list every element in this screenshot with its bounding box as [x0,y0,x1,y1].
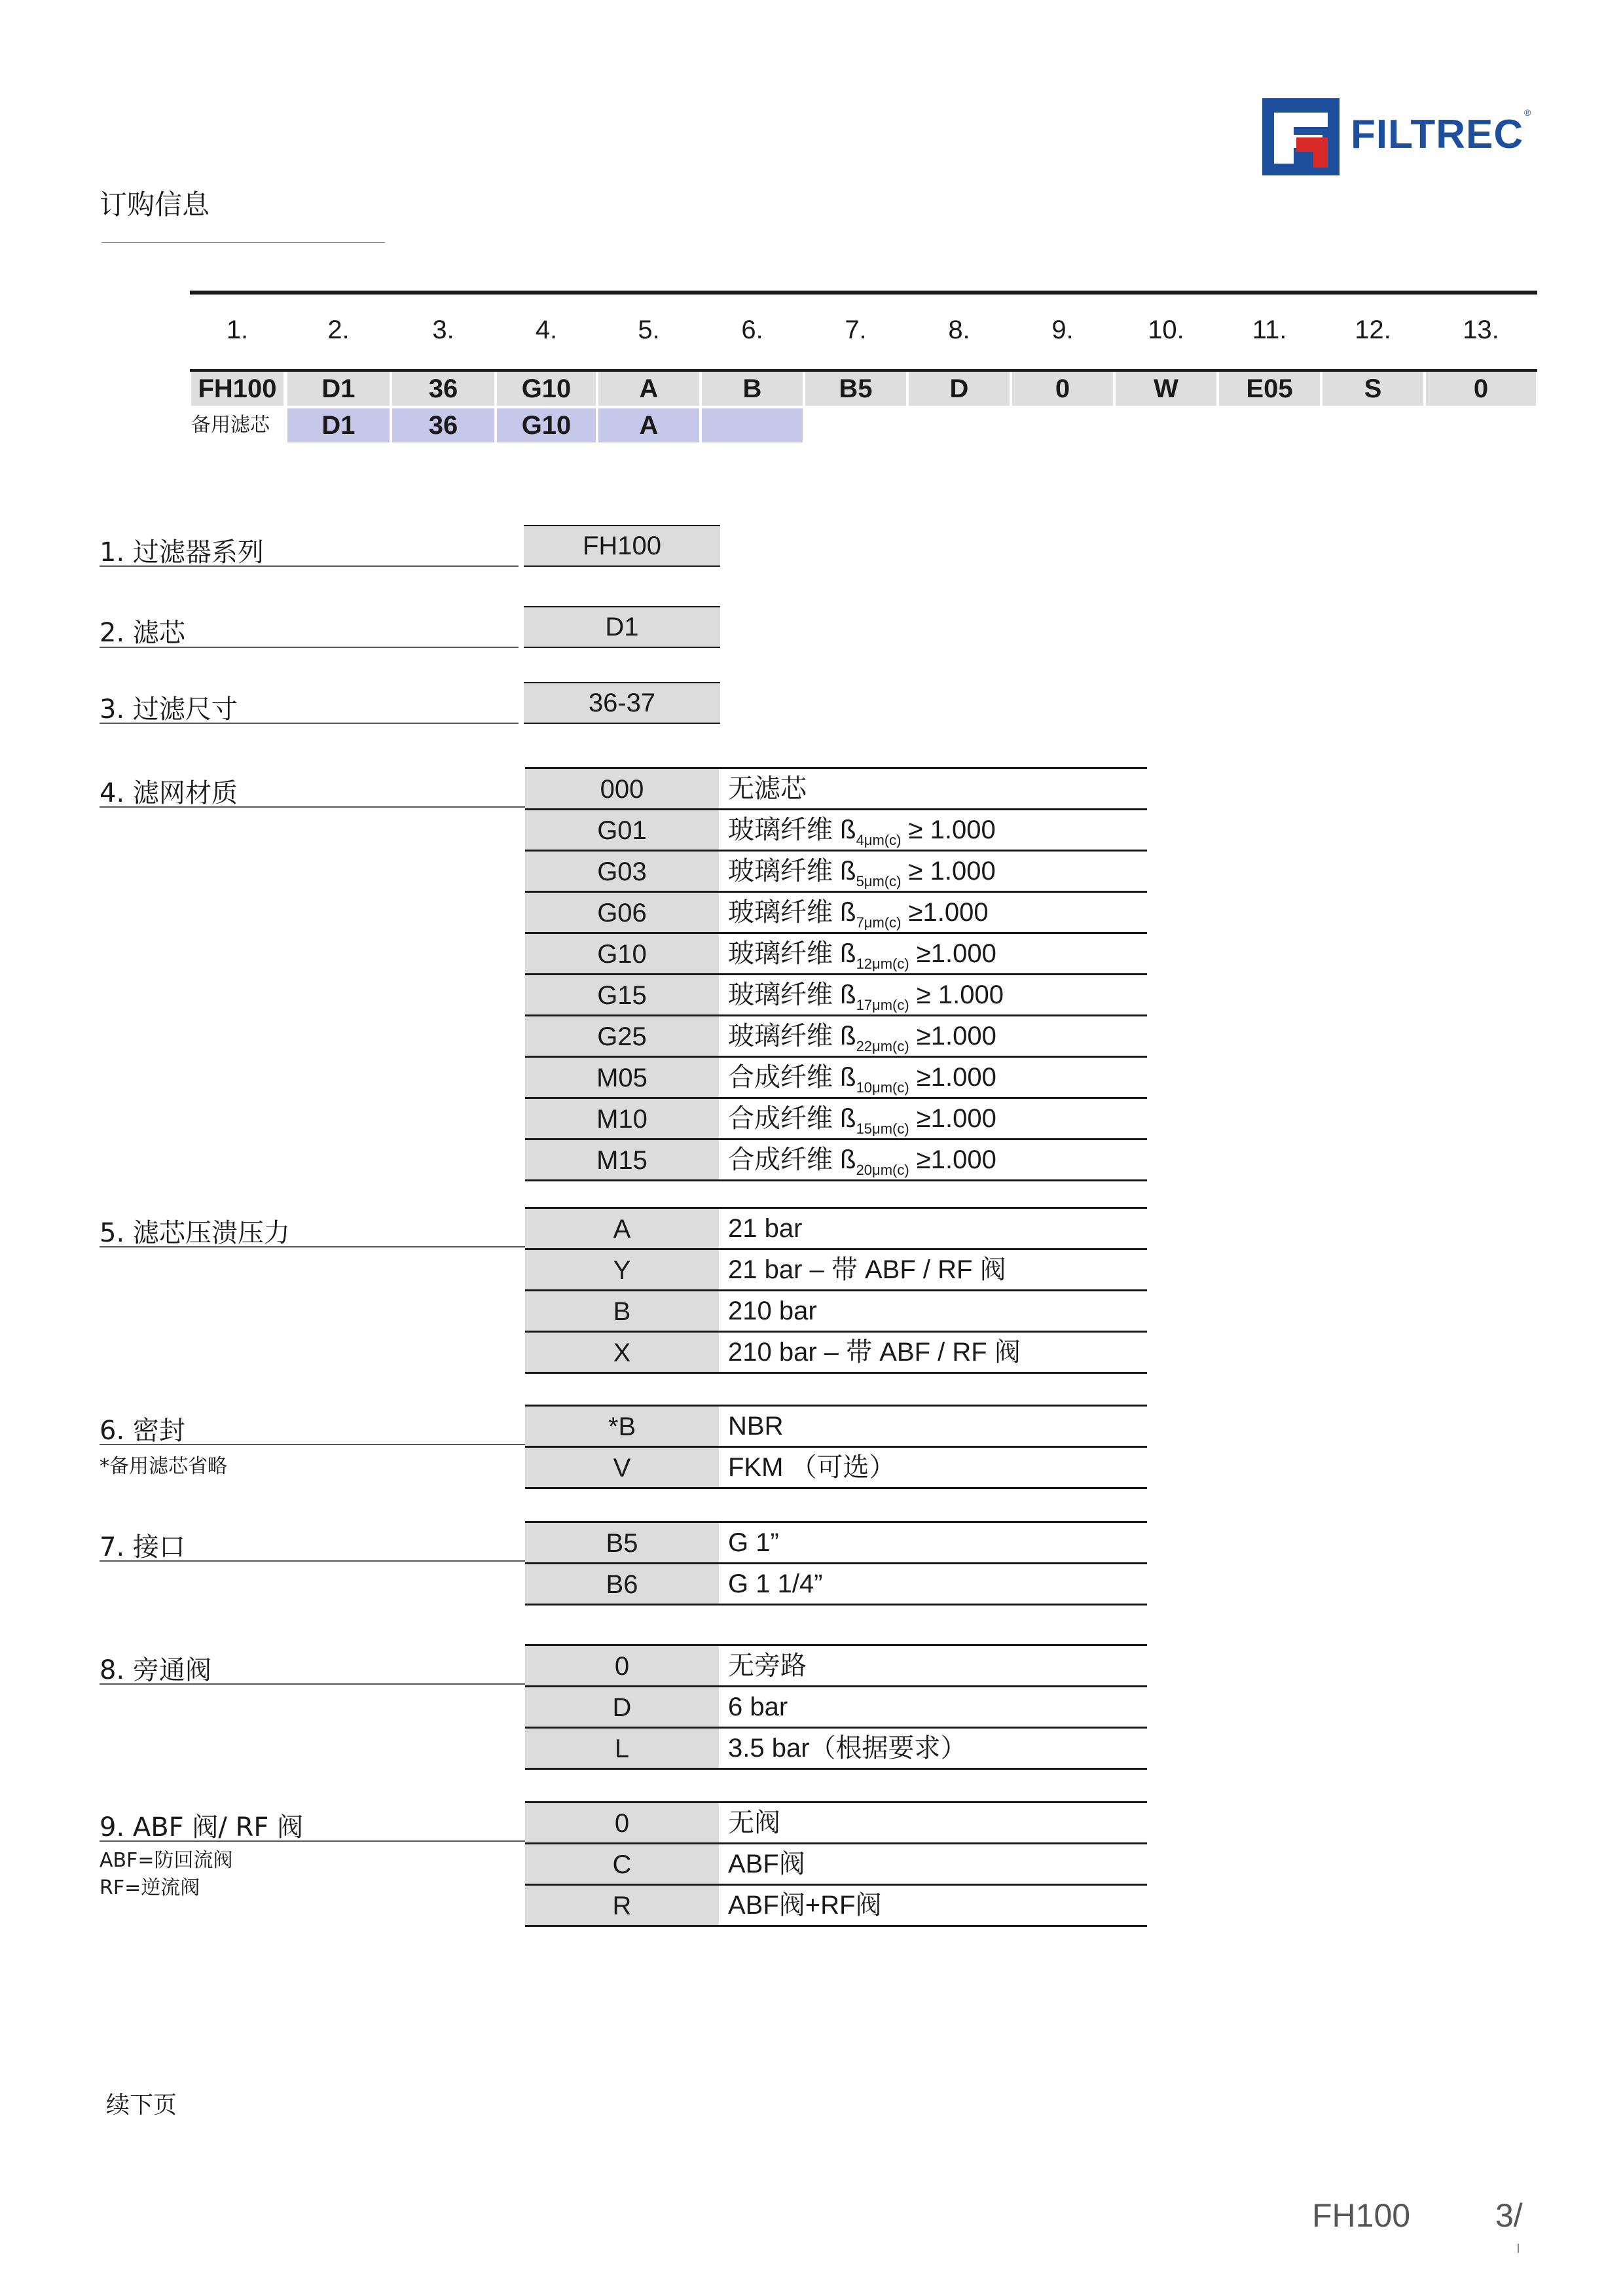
option-description [728,1058,996,1097]
filter-material: 合成纤维 [728,1145,833,1174]
code-position-4: 4. [535,315,558,344]
code-example-cell-10: W [1116,372,1216,406]
option-code: *B [525,1407,719,1446]
option-row [525,1801,1147,1842]
option-description [728,1140,996,1179]
option-code: G10 [525,934,719,973]
option-code: X [525,1333,719,1372]
filter-material: 玻璃纤维 [728,898,833,927]
section-6-note: *备用滤芯省略 [100,1455,227,1478]
option-row [525,1562,1147,1605]
section-2-label: 2. 滤芯 [100,618,185,648]
section-9-rule [100,1840,525,1842]
filter-material: 玻璃纤维 [728,1022,833,1050]
option-description: 无滤芯 [728,774,807,803]
beta-rating: ≥1.000 [916,1145,996,1174]
section-8-rule [100,1683,525,1685]
option-description [728,1099,996,1138]
option-row [525,1248,1147,1289]
section-9-note-abf: ABF=防回流阀 [100,1849,233,1872]
section-4-label: 4. 滤网材质 [100,778,238,808]
section-1-value: FH100 [524,525,720,567]
option-row [525,808,1147,850]
code-spare-cell-4: G10 [497,408,596,442]
section-9-options-table [525,1801,1147,1927]
beta-rating: ≥1.000 [916,1022,996,1050]
code-position-2: 2. [327,315,350,344]
beta-symbol: ß [840,1022,856,1050]
filter-material: 合成纤维 [728,1104,833,1133]
option-row [525,973,1147,1014]
option-description [728,975,1004,1014]
section-1-rule [100,565,519,567]
section-3-value: 36-37 [524,682,720,724]
beta-subscript: 12μm(c) [856,956,909,972]
section-3-rule [100,723,519,724]
option-description [728,810,996,850]
option-row [525,1331,1147,1374]
brand-name: FILTREC [1351,112,1524,157]
option-description: 21 bar – 带 ABF / RF 阀 [728,1255,1006,1284]
beta-rating: ≥1.000 [908,898,989,927]
option-code: C [525,1844,719,1884]
option-code: B5 [525,1523,719,1562]
title-divider [101,242,385,243]
option-description: 21 bar [728,1214,803,1243]
option-description: G 1” [728,1528,779,1557]
beta-subscript: 15μm(c) [856,1121,909,1137]
option-description: 无旁路 [728,1651,807,1680]
section-4-rule [100,806,525,808]
option-description: FKM （可选） [728,1453,896,1482]
option-description: 3.5 bar（根据要求） [728,1734,967,1763]
footer-page-number: 3/ [1495,2197,1523,2234]
beta-subscript: 4μm(c) [856,832,902,848]
option-code: V [525,1448,719,1487]
footer-model-name: FH100 [1312,2197,1411,2234]
option-row [525,932,1147,973]
filter-material: 玻璃纤维 [728,939,833,968]
code-spare-cell-5: A [598,408,699,442]
beta-symbol: ß [840,1063,856,1092]
option-code: G25 [525,1016,719,1056]
section-9-note-rf: RF=逆流阀 [100,1876,200,1899]
option-code: 0 [525,1646,719,1685]
option-row [525,1521,1147,1562]
option-row [525,1842,1147,1884]
section-7-options-table [525,1521,1147,1605]
option-row [525,1727,1147,1770]
option-description: ABF阀 [728,1850,805,1878]
code-position-3: 3. [432,315,454,344]
code-spare-cell-3: 36 [392,408,494,442]
beta-rating: ≥ 1.000 [908,857,996,886]
option-row [525,1138,1147,1181]
option-row [525,1405,1147,1446]
section-1-label: 1. 过滤器系列 [100,537,264,567]
code-example-cell-4: G10 [497,372,596,406]
option-row [525,1644,1147,1685]
section-2-rule [100,647,519,648]
option-code: Y [525,1250,719,1289]
section-5-rule [100,1246,525,1247]
code-position-11: 11. [1252,315,1287,344]
option-row [525,1207,1147,1248]
code-position-8: 8. [948,315,970,344]
code-position-13: 13. [1463,315,1499,344]
beta-symbol: ß [840,980,856,1009]
option-description: ABF阀+RF阀 [728,1891,882,1920]
code-example-cell-8: D [909,372,1010,406]
option-code: M10 [525,1099,719,1138]
section-7-rule [100,1560,525,1562]
section-8-options-table [525,1644,1147,1770]
option-description: 210 bar – 带 ABF / RF 阀 [728,1338,1021,1367]
code-example-cell-1: FH100 [191,372,283,406]
beta-symbol: ß [840,939,856,968]
footer-tick-mark [1518,2244,1519,2253]
section-9-label: 9. ABF 阀/ RF 阀 [100,1812,304,1842]
option-description: 无阀 [728,1808,780,1837]
option-row [525,850,1147,891]
section-4-options-table [525,767,1147,1181]
beta-rating: ≥ 1.000 [908,816,996,844]
filtrec-logo-icon [1262,98,1340,175]
code-position-10: 10. [1148,315,1184,344]
option-code: A [525,1209,719,1248]
option-row [525,767,1147,808]
option-description: 6 bar [728,1693,788,1721]
section-5-options-table [525,1207,1147,1374]
code-position-12: 12. [1355,315,1391,344]
option-row [525,1446,1147,1489]
option-description: 210 bar [728,1297,817,1325]
option-description [728,1016,996,1056]
filter-material: 玻璃纤维 [728,816,833,844]
option-code: G03 [525,852,719,891]
section-7-label: 7. 接口 [100,1532,185,1562]
continued-next-page-note: 续下页 [106,2092,177,2119]
option-row [525,1685,1147,1727]
code-spare-cell-2: D1 [287,408,390,442]
code-example-cell-7: B5 [805,372,906,406]
option-code: G06 [525,893,719,932]
code-example-cell-13: 0 [1426,372,1536,406]
beta-subscript: 10μm(c) [856,1079,909,1096]
option-description: G 1 1/4” [728,1570,823,1598]
code-example-cell-2: D1 [287,372,390,406]
option-description: NBR [728,1412,784,1441]
beta-subscript: 5μm(c) [856,873,902,889]
option-row [525,1884,1147,1927]
beta-rating: ≥ 1.000 [916,980,1004,1009]
code-example-cell-12: S [1322,372,1423,406]
filter-material: 玻璃纤维 [728,857,833,886]
section-6-label: 6. 密封 [100,1416,185,1446]
option-description [728,934,996,973]
beta-symbol: ß [840,1145,856,1174]
registered-mark: ® [1524,107,1531,118]
code-position-7: 7. [845,315,867,344]
beta-subscript: 20μm(c) [856,1162,909,1178]
option-row [525,891,1147,932]
option-row [525,1014,1147,1056]
section-6-options-table [525,1405,1147,1489]
option-code: B [525,1291,719,1331]
filter-material: 合成纤维 [728,1063,833,1092]
beta-subscript: 22μm(c) [856,1038,909,1054]
beta-subscript: 17μm(c) [856,997,909,1013]
option-code: B6 [525,1564,719,1604]
option-code: 0 [525,1803,719,1842]
section-3-label: 3. 过滤尺寸 [100,694,238,725]
spare-element-label: 备用滤芯 [191,414,270,437]
option-code: M15 [525,1140,719,1179]
beta-rating: ≥1.000 [916,1063,996,1092]
code-top-rule [190,291,1537,295]
code-example-cell-9: 0 [1012,372,1113,406]
option-code: G01 [525,810,719,850]
option-code: R [525,1886,719,1925]
beta-symbol: ß [840,1104,856,1133]
code-example-cell-5: A [598,372,699,406]
beta-subscript: 7μm(c) [856,914,902,931]
code-position-9: 9. [1051,315,1074,344]
option-row [525,1097,1147,1138]
code-position-1: 1. [226,315,249,344]
option-code: L [525,1729,719,1768]
option-row [525,1056,1147,1097]
section-6-rule [100,1444,525,1445]
code-example-cell-6: B [702,372,803,406]
code-example-cell-3: 36 [392,372,494,406]
beta-symbol: ß [840,816,856,844]
option-code: M05 [525,1058,719,1097]
code-position-6: 6. [741,315,763,344]
option-code: G15 [525,975,719,1014]
code-example-cell-11: E05 [1219,372,1320,406]
option-row [525,1289,1147,1331]
beta-rating: ≥1.000 [916,939,996,968]
option-code: 000 [525,769,719,808]
section-5-label: 5. 滤芯压溃压力 [100,1218,290,1248]
page-title: 订购信息 [100,188,210,221]
filter-material: 玻璃纤维 [728,980,833,1009]
beta-rating: ≥1.000 [916,1104,996,1133]
code-spare-cell-6 [702,408,803,442]
option-description [728,893,989,932]
option-code: D [525,1687,719,1727]
section-8-label: 8. 旁通阀 [100,1655,211,1685]
section-2-value: D1 [524,606,720,648]
beta-symbol: ß [840,857,856,886]
code-position-5: 5. [638,315,660,344]
beta-symbol: ß [840,898,856,927]
option-description [728,852,996,891]
brand-logo [1262,98,1550,175]
